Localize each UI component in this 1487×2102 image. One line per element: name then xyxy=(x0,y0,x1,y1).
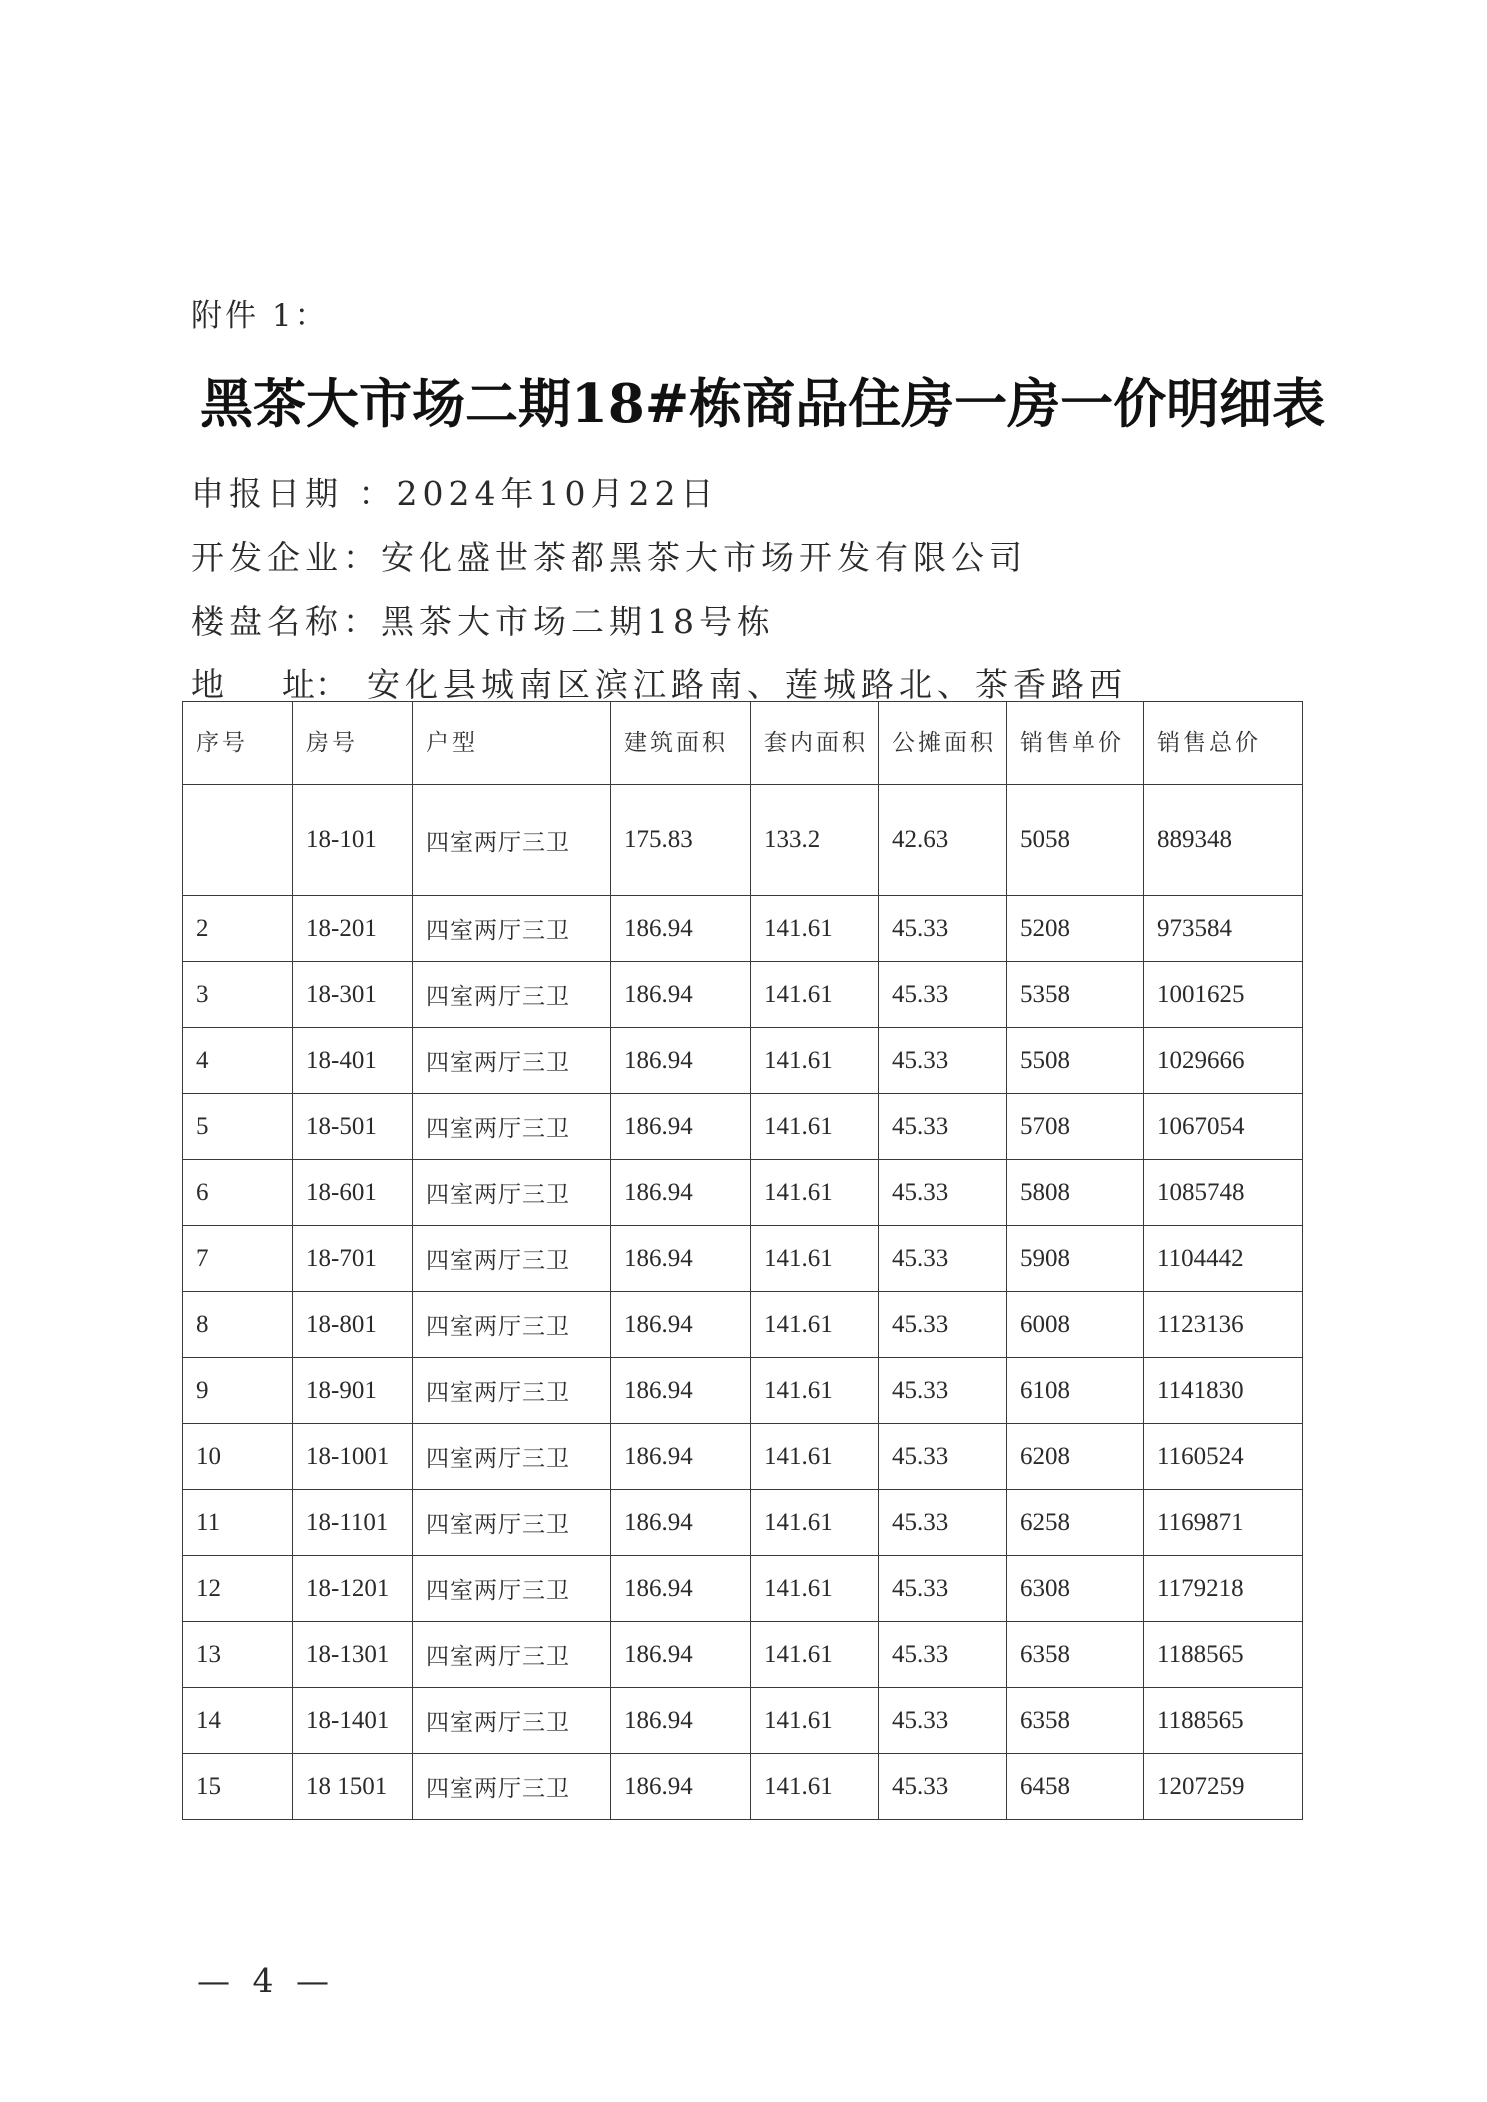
cell-inner-area: 141.61 xyxy=(751,1490,879,1556)
address-line xyxy=(191,659,1127,706)
report-date-value: 2024年10月22日 xyxy=(396,474,719,513)
cell-gross-area: 186.94 xyxy=(611,1556,751,1622)
cell-unit-price: 5808 xyxy=(1007,1160,1144,1226)
cell-shared-area: 45.33 xyxy=(879,1556,1007,1622)
cell-serial: 8 xyxy=(183,1292,293,1358)
cell-unit-price: 6458 xyxy=(1007,1754,1144,1820)
cell-unit-price: 5908 xyxy=(1007,1226,1144,1292)
cell-gross-area: 186.94 xyxy=(611,1226,751,1292)
cell-total-price: 1179218 xyxy=(1144,1556,1303,1622)
developer-label: 开发企业： xyxy=(191,538,381,577)
cell-room-number: 18-301 xyxy=(293,962,413,1028)
developer-value: 安化盛世茶都黑茶大市场开发有限公司 xyxy=(381,538,1027,577)
cell-shared-area: 45.33 xyxy=(879,1292,1007,1358)
cell-inner-area: 141.61 xyxy=(751,1292,879,1358)
cell-serial: 7 xyxy=(183,1226,293,1292)
cell-gross-area: 175.83 xyxy=(611,785,751,896)
cell-room-number: 18-1001 xyxy=(293,1424,413,1490)
cell-shared-area: 42.63 xyxy=(879,785,1007,896)
cell-inner-area: 141.61 xyxy=(751,896,879,962)
cell-total-price: 1085748 xyxy=(1144,1160,1303,1226)
cell-gross-area: 186.94 xyxy=(611,1028,751,1094)
cell-serial xyxy=(183,785,293,896)
table-row xyxy=(183,1358,1303,1424)
table-row xyxy=(183,1424,1303,1490)
cell-layout: 四室两厅三卫 xyxy=(413,785,611,896)
cell-unit-price: 5508 xyxy=(1007,1028,1144,1094)
header-gross-area: 建筑面积 xyxy=(611,702,751,785)
cell-gross-area: 186.94 xyxy=(611,1688,751,1754)
header-room-number: 房号 xyxy=(293,702,413,785)
header-layout: 户型 xyxy=(413,702,611,785)
project-name-value: 黑茶大市场二期18号栋 xyxy=(381,602,775,641)
cell-gross-area: 186.94 xyxy=(611,1358,751,1424)
cell-layout: 四室两厅三卫 xyxy=(413,1556,611,1622)
cell-total-price: 1001625 xyxy=(1144,962,1303,1028)
cell-gross-area: 186.94 xyxy=(611,896,751,962)
cell-layout: 四室两厅三卫 xyxy=(413,896,611,962)
cell-shared-area: 45.33 xyxy=(879,962,1007,1028)
cell-room-number: 18-901 xyxy=(293,1358,413,1424)
address-value: 安化县城南区滨江路南、莲城路北、茶香路西 xyxy=(367,665,1127,704)
cell-room-number: 18-1201 xyxy=(293,1556,413,1622)
cell-total-price: 973584 xyxy=(1144,896,1303,962)
header-total-price: 销售总价 xyxy=(1144,702,1303,785)
cell-room-number: 18-401 xyxy=(293,1028,413,1094)
cell-room-number: 18-601 xyxy=(293,1160,413,1226)
cell-gross-area: 186.94 xyxy=(611,1490,751,1556)
cell-inner-area: 141.61 xyxy=(751,1160,879,1226)
cell-shared-area: 45.33 xyxy=(879,1622,1007,1688)
cell-shared-area: 45.33 xyxy=(879,1490,1007,1556)
cell-unit-price: 6308 xyxy=(1007,1556,1144,1622)
report-date-label: 申报日期 ： xyxy=(191,474,397,513)
cell-unit-price: 6108 xyxy=(1007,1358,1144,1424)
attachment-label: 附件 1： xyxy=(191,298,329,334)
cell-layout: 四室两厅三卫 xyxy=(413,1424,611,1490)
report-date-line xyxy=(191,468,718,515)
cell-layout: 四室两厅三卫 xyxy=(413,1490,611,1556)
table-row xyxy=(183,1754,1303,1820)
table-row xyxy=(183,1556,1303,1622)
cell-serial: 14 xyxy=(183,1688,293,1754)
cell-unit-price: 5208 xyxy=(1007,896,1144,962)
header-inner-area: 套内面积 xyxy=(751,702,879,785)
cell-serial: 3 xyxy=(183,962,293,1028)
cell-shared-area: 45.33 xyxy=(879,1028,1007,1094)
cell-unit-price: 6208 xyxy=(1007,1424,1144,1490)
table-row xyxy=(183,962,1303,1028)
cell-shared-area: 45.33 xyxy=(879,1754,1007,1820)
cell-inner-area: 141.61 xyxy=(751,1094,879,1160)
cell-layout: 四室两厅三卫 xyxy=(413,962,611,1028)
cell-shared-area: 45.33 xyxy=(879,1226,1007,1292)
cell-room-number: 18-701 xyxy=(293,1226,413,1292)
cell-serial: 9 xyxy=(183,1358,293,1424)
cell-total-price: 1169871 xyxy=(1144,1490,1303,1556)
cell-total-price: 1160524 xyxy=(1144,1424,1303,1490)
cell-room-number: 18 1501 xyxy=(293,1754,413,1820)
cell-inner-area: 141.61 xyxy=(751,1622,879,1688)
cell-serial: 6 xyxy=(183,1160,293,1226)
project-name-label: 楼盘名称： xyxy=(191,602,381,641)
cell-serial: 13 xyxy=(183,1622,293,1688)
cell-layout: 四室两厅三卫 xyxy=(413,1226,611,1292)
cell-shared-area: 45.33 xyxy=(879,1160,1007,1226)
address-label-part-2: 址： xyxy=(282,665,348,704)
cell-inner-area: 141.61 xyxy=(751,1226,879,1292)
table-row xyxy=(183,1226,1303,1292)
cell-unit-price: 6008 xyxy=(1007,1292,1144,1358)
cell-layout: 四室两厅三卫 xyxy=(413,1292,611,1358)
cell-inner-area: 141.61 xyxy=(751,1358,879,1424)
document-title: 黑茶大市场二期18#栋商品住房一房一价明细表 xyxy=(200,373,1326,435)
cell-room-number: 18-801 xyxy=(293,1292,413,1358)
cell-inner-area: 141.61 xyxy=(751,1688,879,1754)
cell-room-number: 18-1101 xyxy=(293,1490,413,1556)
cell-room-number: 18-1401 xyxy=(293,1688,413,1754)
header-shared-area: 公摊面积 xyxy=(879,702,1007,785)
cell-total-price: 1207259 xyxy=(1144,1754,1303,1820)
cell-serial: 2 xyxy=(183,896,293,962)
cell-unit-price: 5058 xyxy=(1007,785,1144,896)
cell-gross-area: 186.94 xyxy=(611,1160,751,1226)
cell-serial: 10 xyxy=(183,1424,293,1490)
page-number: — 4 — xyxy=(197,1961,335,2000)
cell-total-price: 1104442 xyxy=(1144,1226,1303,1292)
cell-room-number: 18-1301 xyxy=(293,1622,413,1688)
table-row xyxy=(183,1292,1303,1358)
cell-layout: 四室两厅三卫 xyxy=(413,1754,611,1820)
cell-layout: 四室两厅三卫 xyxy=(413,1028,611,1094)
cell-shared-area: 45.33 xyxy=(879,1358,1007,1424)
header-serial: 序号 xyxy=(183,702,293,785)
cell-layout: 四室两厅三卫 xyxy=(413,1358,611,1424)
cell-unit-price: 5708 xyxy=(1007,1094,1144,1160)
cell-layout: 四室两厅三卫 xyxy=(413,1622,611,1688)
cell-gross-area: 186.94 xyxy=(611,1754,751,1820)
cell-total-price: 1029666 xyxy=(1144,1028,1303,1094)
cell-gross-area: 186.94 xyxy=(611,1094,751,1160)
cell-total-price: 1188565 xyxy=(1144,1688,1303,1754)
table-row xyxy=(183,1688,1303,1754)
project-name-line xyxy=(191,596,775,643)
cell-inner-area: 133.2 xyxy=(751,785,879,896)
cell-layout: 四室两厅三卫 xyxy=(413,1094,611,1160)
table-row xyxy=(183,1028,1303,1094)
table-header-row xyxy=(183,702,1303,785)
cell-unit-price: 6258 xyxy=(1007,1490,1144,1556)
cell-gross-area: 186.94 xyxy=(611,1622,751,1688)
table-row xyxy=(183,1160,1303,1226)
table-row xyxy=(183,1490,1303,1556)
cell-gross-area: 186.94 xyxy=(611,962,751,1028)
cell-serial: 11 xyxy=(183,1490,293,1556)
header-unit-price: 销售单价 xyxy=(1007,702,1144,785)
address-label-part-1: 地 xyxy=(191,665,224,704)
cell-inner-area: 141.61 xyxy=(751,1556,879,1622)
cell-unit-price: 6358 xyxy=(1007,1688,1144,1754)
cell-room-number: 18-201 xyxy=(293,896,413,962)
cell-gross-area: 186.94 xyxy=(611,1424,751,1490)
cell-shared-area: 45.33 xyxy=(879,896,1007,962)
table-row xyxy=(183,896,1303,962)
cell-serial: 15 xyxy=(183,1754,293,1820)
cell-total-price: 1141830 xyxy=(1144,1358,1303,1424)
cell-inner-area: 141.61 xyxy=(751,1424,879,1490)
cell-shared-area: 45.33 xyxy=(879,1688,1007,1754)
address-label xyxy=(191,659,367,706)
cell-total-price: 1067054 xyxy=(1144,1094,1303,1160)
cell-unit-price: 5358 xyxy=(1007,962,1144,1028)
cell-inner-area: 141.61 xyxy=(751,962,879,1028)
cell-shared-area: 45.33 xyxy=(879,1424,1007,1490)
cell-total-price: 889348 xyxy=(1144,785,1303,896)
price-detail-table xyxy=(182,701,1303,1820)
table-row xyxy=(183,785,1303,896)
cell-serial: 12 xyxy=(183,1556,293,1622)
cell-inner-area: 141.61 xyxy=(751,1028,879,1094)
table-row xyxy=(183,1622,1303,1688)
cell-inner-area: 141.61 xyxy=(751,1754,879,1820)
cell-serial: 4 xyxy=(183,1028,293,1094)
cell-layout: 四室两厅三卫 xyxy=(413,1160,611,1226)
cell-serial: 5 xyxy=(183,1094,293,1160)
cell-room-number: 18-101 xyxy=(293,785,413,896)
cell-shared-area: 45.33 xyxy=(879,1094,1007,1160)
cell-room-number: 18-501 xyxy=(293,1094,413,1160)
developer-line xyxy=(191,532,1027,579)
cell-unit-price: 6358 xyxy=(1007,1622,1144,1688)
table-row xyxy=(183,1094,1303,1160)
cell-total-price: 1123136 xyxy=(1144,1292,1303,1358)
cell-total-price: 1188565 xyxy=(1144,1622,1303,1688)
cell-layout: 四室两厅三卫 xyxy=(413,1688,611,1754)
cell-gross-area: 186.94 xyxy=(611,1292,751,1358)
